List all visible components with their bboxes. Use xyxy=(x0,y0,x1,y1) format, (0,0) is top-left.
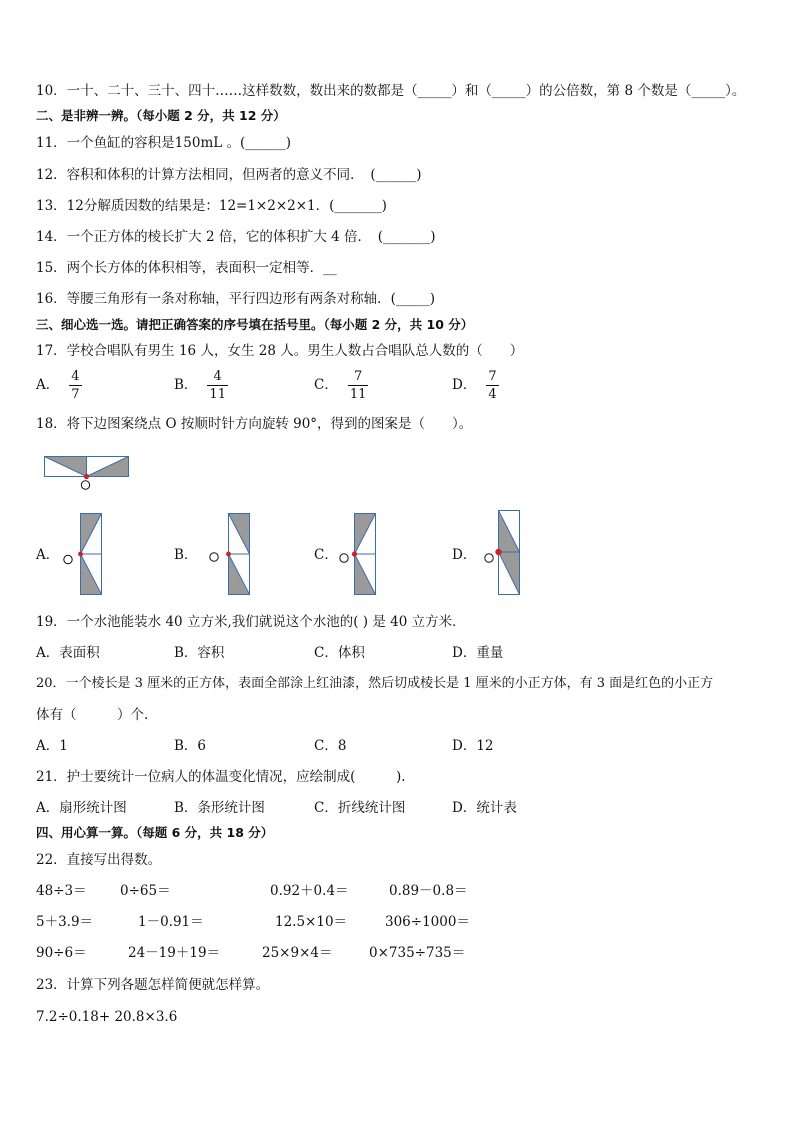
q18-original-figure xyxy=(44,454,134,494)
q18-option-a-label: A． xyxy=(36,547,60,563)
q18-option-d-label: D． xyxy=(452,547,477,563)
question-10: 10．一十、二十、三十、四十……这样数数，数出来的数都是（_____）和（_____）的公倍数，第 8 个数是（_____）。 xyxy=(36,83,746,99)
q22-r3-c1: 90÷6＝ xyxy=(36,945,87,961)
q17-option-a: A． $\frac{4}{7}$ xyxy=(36,369,80,402)
question-19: 19．一个水池能装水 40 立方米,我们就说这个水池的( ) 是 40 立方米． xyxy=(36,614,466,630)
question-11: 11．一个鱼缸的容积是150mL 。(______) xyxy=(36,135,292,151)
q22-r2-c1: 5＋3.9＝ xyxy=(36,914,94,930)
q20-option-b: B．6 xyxy=(174,738,207,754)
question-14: 14．一个正方体的棱长扩大 2 倍，它的体积扩大 4 倍． (_______) xyxy=(36,229,436,245)
q23-expression: 7.2÷0.18+ 20.8×3.6 xyxy=(36,1009,178,1025)
question-21: 21．护士要统计一位病人的体温变化情况，应绘制成( ). xyxy=(36,769,406,785)
question-12: 12．容积和体积的计算方法相同，但两者的意义不同． (______) xyxy=(36,167,422,183)
q22-r2-c4: 306÷1000＝ xyxy=(385,914,470,930)
q18-option-b-label: B． xyxy=(174,547,198,563)
q18-option-c-figure xyxy=(338,513,378,597)
q22-r3-c3: 25×9×4＝ xyxy=(262,945,333,961)
question-16: 16．等腰三角形有一条对称轴，平行四边形有两条对称轴．(_____) xyxy=(36,291,435,307)
q22-r2-c2: 1－0.91＝ xyxy=(138,914,204,930)
q17-option-b: B． $\frac{4}{11}$ xyxy=(174,369,226,402)
q22-r1-c2: 0÷65＝ xyxy=(120,883,171,899)
section-3-heading: 三、细心选一选。请把正确答案的序号填在括号里。（每小题 2 分，共 10 分） xyxy=(36,317,474,332)
q21-option-c: C．折线统计图 xyxy=(314,800,406,816)
q17-option-c: C． $\frac{7}{11}$ xyxy=(314,369,367,402)
section-2-heading: 二、是非辨一辨。（每小题 2 分，共 12 分） xyxy=(36,108,286,123)
q20-option-a: A．1 xyxy=(36,738,68,754)
q19-option-d: D．重量 xyxy=(452,645,504,661)
q18-option-a-figure xyxy=(62,513,104,597)
q18-option-b-figure xyxy=(208,513,252,597)
question-13: 13．12分解质因数的结果是：12=1×2×2×1．(_______) xyxy=(36,198,387,214)
q17-option-d: D． $\frac{7}{4}$ xyxy=(452,369,497,402)
question-23: 23．计算下列各题怎样简便就怎样算。 xyxy=(36,977,270,993)
q22-r2-c3: 12.5×10＝ xyxy=(275,914,348,930)
q21-option-a: A．扇形统计图 xyxy=(36,800,127,816)
question-18: 18．将下边图案绕点 O 按顺时针方向旋转 90°，得到的图案是（ ）。 xyxy=(36,416,473,432)
q22-r1-c4: 0.89－0.8＝ xyxy=(389,883,468,899)
q21-option-b: B．条形统计图 xyxy=(174,800,265,816)
question-22: 22．直接写出得数。 xyxy=(36,852,162,868)
section-4-heading: 四、用心算一算。（每题 6 分，共 18 分） xyxy=(36,825,274,840)
question-15: 15．两个长方体的体积相等，表面积一定相等．__ xyxy=(36,260,337,276)
q18-option-c-label: C． xyxy=(314,547,338,563)
q21-option-d: D．统计表 xyxy=(452,800,517,816)
q19-option-b: B．容积 xyxy=(174,645,225,661)
q19-option-c: C．体积 xyxy=(314,645,365,661)
q22-r1-c3: 0.92＋0.4＝ xyxy=(270,883,349,899)
question-17: 17．学校合唱队有男生 16 人，女生 28 人。男生人数占合唱队总人数的（ ） xyxy=(36,343,524,359)
q20-option-d: D．12 xyxy=(452,738,494,754)
question-20-line1: 20．一个棱长是 3 厘米的正方体，表面全部涂上红油漆，然后切成棱长是 1 厘米的小正方体，有 3 面是红色的小正方 xyxy=(36,676,714,691)
q22-r1-c1: 48÷3＝ xyxy=(36,883,87,899)
q22-r3-c4: 0×735÷735＝ xyxy=(369,945,466,961)
q18-option-d-figure xyxy=(482,510,522,596)
question-20-line2: 体有（ ）个. xyxy=(36,707,149,723)
q19-option-a: A．表面积 xyxy=(36,645,100,661)
q22-r3-c2: 24－19＋19＝ xyxy=(128,945,221,961)
q20-option-c: C．8 xyxy=(314,738,347,754)
